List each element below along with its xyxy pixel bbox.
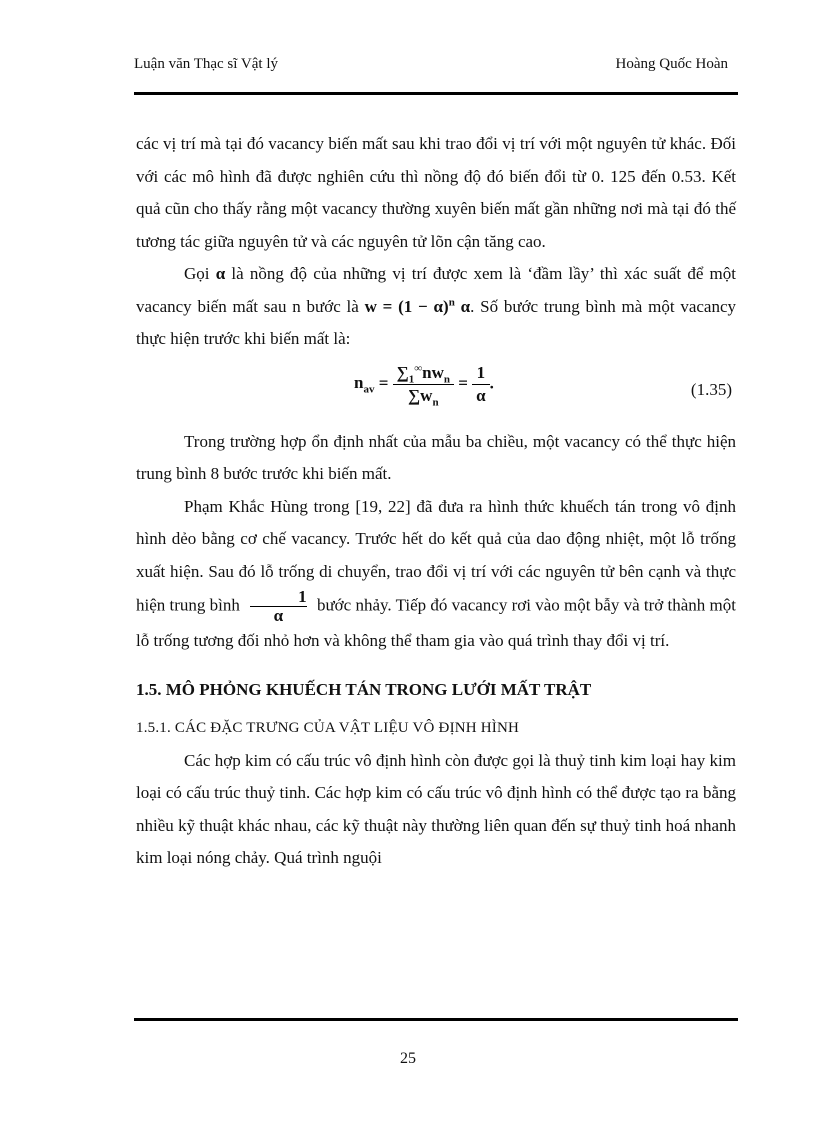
header-author: Hoàng Quốc Hoàn <box>615 56 728 72</box>
text-fragment: . Số bước trung bình mà một vacancy thực hiện trước khi biến mất là: <box>136 296 737 348</box>
paragraph-alpha-definition <box>136 258 736 356</box>
eq-numerator: $\sum_1^\infty nw_n$ <box>393 362 454 385</box>
header-thesis-title: Luận văn Thạc sĩ Vật lý <box>134 56 278 72</box>
probability-formula: $w = (1 - \alpha)^n$ α <box>364 295 471 316</box>
section-heading: 1.5. MÔ PHỎNG KHUẾCH TÁN TRONG LƯỚI MẤT TRẬT <box>136 679 592 699</box>
equation-number: (1.35) <box>690 379 732 399</box>
eq-main-fraction <box>393 362 454 407</box>
paragraph-stable-case: Trong trường hợp ổn định nhất của mẫu ba chiều, một vacancy có thể thực hiện trung bình 8 bước trước khi biến mất. <box>136 431 736 483</box>
page-body <box>136 128 736 875</box>
footer-rule <box>134 1018 738 1021</box>
paragraph-continuation: các vị trí mà tại đó vacancy biến mất sau khi trao đổi vị trí với một nguyên tử khác. Đối với các mô hình đã được nghiên cứu thì nồng độ đó biến đổi từ 0. 125 đến 0.53. Kết quả cũn cho thấy rằng một vacancy thường xuyên biến mất gần những nơi mà tại đó thế tương tác giữa nguyên tử và các nguyên tử lõn cận tăng cao. <box>136 134 736 251</box>
equation-1-35 <box>136 356 736 426</box>
paragraph-pham-khac-hung: Phạm Khắc Hùng trong [19, 22] đã đưa ra hình thức khuếch tán trong vô định hình dẻo bằng cơ chế vacancy. Trước hết do kết quả của dao động nhiệt, một lỗ trống xuất hiện. Sau đó lỗ trống di chuyển, trao đổi vị trí với các nguyên tử bên cạnh và thực hiện trung bình $\frac{1}{\alpha}$ bước nhảy. Tiếp đó vacancy rơi vào một bẫy và trở thành một lỗ trống tương đối nhỏ hơn và không thể tham gia vào quá trình thay đổi vị trí. <box>136 496 736 650</box>
page-number: 25 <box>400 1050 416 1067</box>
eq-equals: = <box>378 372 389 392</box>
equation-body: $n_{av}$ = $\frac{\sum_1^\infty nw_n}{\sum w_n}$ = $\frac{1}{\alpha}$ . <box>354 361 494 408</box>
subsection-heading: 1.5.1. CÁC ĐẶC TRƯNG CỦA VẬT LIỆU VÔ ĐỊNH HÌNH <box>136 720 520 736</box>
eq-rhs-fraction: $\frac{1}{\alpha}$ <box>472 362 490 407</box>
paragraph-amorphous-alloys: Các hợp kim có cấu trúc vô định hình còn được gọi là thuỷ tinh kim loại hay kim loại có cấu trúc thuỷ tinh. Các hợp kim có cấu trúc vô định hình có thể được tạo ra bằng nhiều kỹ thuật khác nhau, các kỹ thuật này thường liên quan đến sự thuỷ tinh hoá nhanh kim loại nóng chảy. Quá trình nguội <box>136 750 736 867</box>
page-header <box>134 56 738 80</box>
eq-equals: = <box>458 372 468 392</box>
header-rule <box>134 92 738 95</box>
text-fragment: Gọi <box>184 264 210 283</box>
eq-lhs: $n_{av}$ <box>354 372 375 396</box>
eq-denominator: $\sum w_n$ <box>408 385 439 408</box>
inline-fraction-1-over-alpha: $\frac{1}{\alpha}$ <box>250 588 307 625</box>
alpha-symbol: α <box>215 264 226 283</box>
text-fragment: là nồng độ của những vị trí được xem là ‘đầm lầy’ thì xác suất để một vacancy biến mất sau n bước là <box>136 264 737 316</box>
